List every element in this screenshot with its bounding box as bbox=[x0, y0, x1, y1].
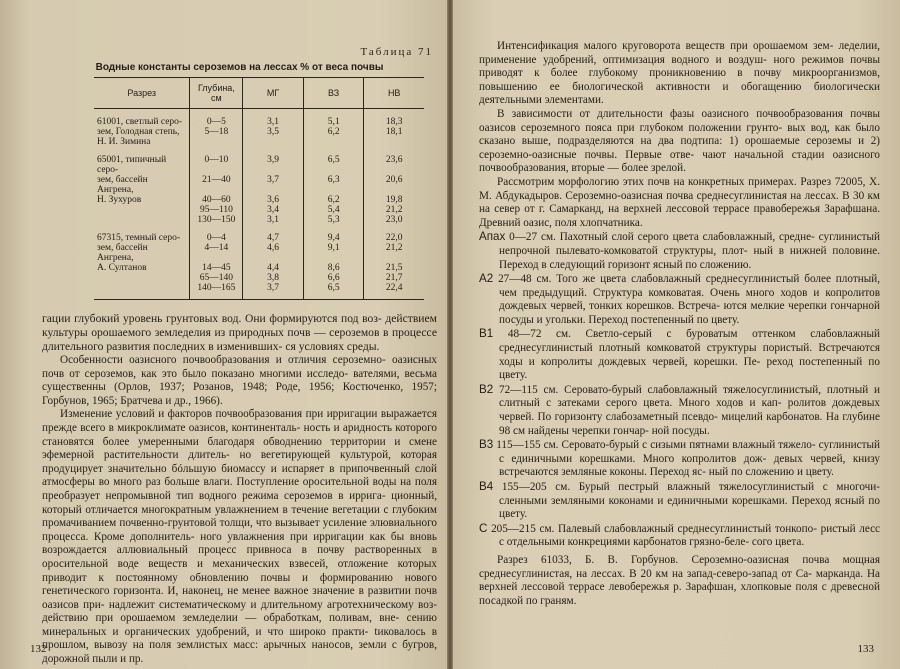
nv-cell: 19,8 bbox=[364, 195, 424, 205]
line: но вегетирующей культурой, которая продуцирует значительно bbox=[42, 449, 438, 475]
line: среднесуглинистая на лессах. В 30 км на север от г. Самарканд, на bbox=[479, 189, 881, 216]
line: леделии, применение удобрений, оптимизация водного и воздуш- bbox=[479, 40, 880, 66]
mg-cell: 3,5 bbox=[243, 127, 304, 137]
line: 115—155 см. Серовато-бурый с сизыми пятнами влажный тяжело- bbox=[496, 439, 816, 452]
line: ного увлажнения при ирригации как бы вновь возрождается аллювиальный bbox=[42, 530, 437, 557]
line: сленными земляными коконами и единичными корешками. bbox=[499, 494, 788, 507]
mg-cell: 3,9 bbox=[243, 147, 304, 175]
line: ционный, который отличается многократным увлажнением в течение bbox=[42, 489, 437, 516]
depth-cell: 14—45 bbox=[190, 263, 243, 273]
line: Изменение условий и факторов почвообразования при ирригации bbox=[60, 408, 378, 421]
line: плотный и слитный с затеками серого цвета. Много ходов и кап- bbox=[499, 383, 881, 410]
depth-cell: 21—40 bbox=[190, 175, 243, 195]
line: Особенности оазисного почвообразования и отличия сероземно- bbox=[60, 354, 386, 366]
mg-cell: 3,8 bbox=[243, 273, 304, 283]
nv-cell bbox=[364, 137, 424, 147]
table-number: Таблица 71 bbox=[360, 46, 433, 58]
line: вателями, весьма существенны (Орлов, 1937; Розанов, 1948; Роде, bbox=[42, 367, 437, 394]
col-header-section: Разрез bbox=[94, 78, 190, 109]
table-row bbox=[94, 205, 424, 215]
nv-cell: 18,3 bbox=[364, 109, 424, 128]
line: хлопковые поля с древесной посадкой по граням. bbox=[479, 581, 881, 607]
section-cell bbox=[94, 215, 190, 225]
line: чают начальной стадии оазисного почвообразования, вторые — bbox=[479, 148, 880, 175]
line: 48—72 см. Светло-серый с буроватым оттенком слабовлажный bbox=[507, 328, 880, 341]
vz-cell: 5,1 bbox=[303, 109, 364, 128]
line: наносов, земли с бугров, дорожной пыли и пр. bbox=[42, 639, 437, 666]
table-row bbox=[94, 215, 424, 225]
nv-cell: 23,0 bbox=[364, 215, 424, 225]
line: ной посуды. bbox=[651, 424, 710, 437]
vz-cell: 9,4 bbox=[303, 225, 364, 243]
line: почвы оазисов сероземного пояса при глубоком положении грунто- bbox=[479, 107, 880, 134]
mg-cell: 4,4 bbox=[243, 263, 304, 273]
line: 1956; Костюченко, 1957; Горбунов, 1965; Братчева и др., 1966). bbox=[42, 381, 437, 407]
line: среднесуглинистый плотный комковатой структуры пористый. bbox=[499, 342, 813, 355]
mg-cell: 4,7 bbox=[243, 225, 304, 243]
line: действию при орошаемом земледелии — обработкам, поливам, вне- bbox=[42, 612, 400, 625]
table-row bbox=[94, 283, 424, 300]
line: сению минеральных и органических удобрений, и что широко практи- bbox=[42, 612, 438, 638]
line: в почву микроорганизмов, повышению ее биологической активности bbox=[479, 67, 880, 93]
vz-cell: 5,4 bbox=[303, 205, 364, 215]
table-row bbox=[94, 225, 424, 243]
line: ного режимов почвы приводят к более глубокому проникновению bbox=[479, 53, 881, 80]
col-header-vz: ВЗ bbox=[303, 78, 364, 109]
water-constants-table bbox=[94, 77, 424, 300]
depth-cell: 0—10 bbox=[190, 147, 243, 175]
nv-cell: 21,2 bbox=[364, 205, 424, 215]
vz-cell: 6,6 bbox=[303, 273, 364, 283]
line: 27—48 см. Того же цвета слабовлажный среднесуглинистый более bbox=[498, 273, 831, 286]
table-row bbox=[94, 195, 424, 205]
table-title: Водные константы сероземов на лессах % от веса почвы bbox=[95, 62, 384, 73]
line: 0—27 см. Пахотный слой серого цвета слабовлажный, средне- bbox=[509, 231, 815, 244]
section-cell bbox=[94, 273, 190, 283]
line: 1) орошаемые сероземы и 2) сероземно-оазисные почвы. Первые отве- bbox=[479, 135, 881, 161]
line: ный по сложению и цвету. bbox=[708, 466, 834, 479]
right-body-text bbox=[479, 40, 880, 608]
line: плотный, чем предыдущий. Структура комковатая. Очень много bbox=[499, 273, 880, 299]
table-body bbox=[94, 109, 424, 300]
line: и обогащению биологически деятельными элементами. bbox=[479, 80, 881, 107]
nv-cell: 22,0 bbox=[364, 225, 424, 243]
col-header-mg: МГ bbox=[243, 78, 304, 109]
line: ся условиях среды. bbox=[285, 340, 380, 353]
mg-cell: 3,4 bbox=[243, 205, 304, 215]
page-number-left: 132 bbox=[30, 643, 47, 655]
line: Разрез 72005, Х. М. Абдукадыров. Сероземно-оазисная почва bbox=[479, 175, 880, 202]
line: и механических взвесей, отложение которых приводит к постоянному bbox=[42, 557, 438, 584]
paragraph-irrigation bbox=[42, 408, 437, 666]
depth-cell: 4—14 bbox=[190, 243, 243, 263]
line: ность и аридность которого становятся более умеренными благодаря bbox=[42, 421, 437, 448]
vz-cell: 6,2 bbox=[303, 195, 364, 205]
line: надлежит систематическому и длительному агротехническому воз- bbox=[108, 598, 437, 611]
mg-cell: 3,6 bbox=[243, 195, 304, 205]
horizon-code: В2 bbox=[479, 382, 494, 396]
nv-cell: 18,1 bbox=[364, 127, 424, 137]
line: вегетации с глубоким промачиванием почвенно-грунтовой толщи, bbox=[42, 503, 437, 530]
section-cell: Н. И. Зимина bbox=[97, 137, 151, 147]
nv-cell: 21,2 bbox=[364, 243, 424, 263]
intro-paragraph bbox=[42, 312, 437, 354]
nv-cell: 23,6 bbox=[364, 147, 424, 175]
line: сого цвета. bbox=[751, 536, 805, 549]
section-cell: 61001, светлый серо- bbox=[97, 117, 183, 127]
line: сероземов в процессе длительного развития последних в изменивших- bbox=[42, 326, 437, 353]
depth-cell: 0—5 bbox=[190, 109, 243, 128]
horizon-code: Апах bbox=[479, 230, 506, 244]
line: В зависимости от длительности фазы оазисного почвообразования bbox=[497, 107, 843, 120]
paragraph-section-72005 bbox=[479, 176, 880, 230]
horizon-code: В3 bbox=[479, 438, 494, 452]
table-row bbox=[94, 147, 424, 175]
horizon-entry bbox=[479, 327, 880, 382]
nv-cell: 21,5 bbox=[364, 263, 424, 273]
table-row bbox=[94, 127, 424, 137]
line: процесс привноса в почву растворенных в оросительной воде веществ bbox=[42, 544, 438, 570]
mg-cell: 3,7 bbox=[243, 283, 304, 300]
section-cell: зем, бассейн Ангрена, bbox=[97, 243, 148, 263]
horizon-entry bbox=[479, 480, 880, 522]
line: ходов и копролитов дождевых червей, тонких корешков. Встреча- bbox=[499, 286, 881, 313]
line: выражается прежде всего в микроклимате оазисов, континенталь- bbox=[42, 408, 438, 434]
horizon-code: В4 bbox=[479, 480, 494, 493]
line: марканда. На верхней лессовой террасе левобережья р. Зарафшан, bbox=[479, 567, 881, 594]
paragraph-section-61033 bbox=[479, 554, 880, 608]
line: гации глубокий уровень грунтовых вод. Они формируются под воз- bbox=[42, 312, 382, 325]
depth-cell: 95—110 bbox=[190, 205, 243, 215]
line: И, наконец, не менее важное значение в развитии почв оазисов при- bbox=[42, 585, 437, 611]
right-page bbox=[453, 0, 900, 669]
line: ролитов дождевых червей. По горизонту слабозаметный псевдо- bbox=[499, 397, 881, 424]
page-number-right: 133 bbox=[857, 643, 874, 655]
line: 205—215 см. Палевый слабовлажный среднесуглинистый тонкопо- bbox=[491, 522, 817, 535]
line: поля хлопчатника. bbox=[554, 216, 643, 229]
line: действием культуры орошаемого земледелия из природных почв — bbox=[42, 312, 437, 339]
vz-cell: 6,5 bbox=[303, 147, 364, 175]
section-cell bbox=[94, 205, 190, 215]
table-row bbox=[94, 109, 424, 128]
section-cell: А. Султанов bbox=[97, 263, 147, 273]
line: вых вод, как было сказано выше, подразделяются на два подтипа: bbox=[479, 121, 880, 148]
mg-cell: 3,1 bbox=[243, 215, 304, 225]
line: много раз больше влаги. Поступление оросительной воды на поля bbox=[113, 476, 438, 489]
line: Встречаются ходы и копролиты дождевых червей, корешки. Пе- bbox=[499, 342, 881, 368]
line: 155—205 см. Бурый пестрый влажный тяжелосуглинистый с многочи- bbox=[501, 481, 880, 493]
left-body-text bbox=[42, 312, 437, 667]
paragraph-features bbox=[42, 354, 437, 408]
table-row bbox=[94, 137, 424, 147]
mg-cell: 4,6 bbox=[243, 243, 304, 263]
vz-cell: 6,2 bbox=[303, 127, 364, 137]
section-cell: 65001, типичный серо- bbox=[97, 155, 167, 175]
line: по сложению. bbox=[685, 258, 752, 271]
line: ный в нижней половине. Переход в следующий горизонт ясный bbox=[499, 244, 881, 271]
mg-cell bbox=[243, 137, 304, 147]
line: верхней лессовой террасе правобережья Зарафшана. Древний оазис, bbox=[479, 203, 881, 229]
line: мицелий карбонатов. На глубине 98 см найдены черепки гончар- bbox=[499, 411, 880, 437]
vz-cell bbox=[303, 137, 364, 147]
table-row bbox=[94, 243, 424, 263]
vz-cell: 5,3 bbox=[303, 215, 364, 225]
line: оазисных почв от сероземов, как это было показано многими исследо- bbox=[42, 354, 437, 380]
vz-cell: 6,5 bbox=[303, 283, 364, 300]
line: более зрелой. bbox=[621, 162, 686, 175]
line: Рассмотрим морфологию этих почв на конкретных примерах. bbox=[497, 175, 797, 188]
table-row bbox=[94, 273, 424, 283]
line: обновлению почвы и формированию нового генетического горизонта. bbox=[42, 571, 438, 598]
horizon-code: А2 bbox=[479, 272, 494, 286]
section-cell bbox=[94, 283, 190, 300]
line: обводнению территории и смене эфемерной растительности длитель- bbox=[42, 435, 438, 462]
horizon-entry bbox=[479, 272, 880, 327]
vz-cell: 9,1 bbox=[303, 243, 364, 263]
depth-cell: 130—150 bbox=[190, 215, 243, 225]
depth-cell: 0—4 bbox=[190, 225, 243, 243]
nv-cell: 21,7 bbox=[364, 273, 424, 283]
horizon-entry bbox=[479, 522, 880, 550]
nv-cell: 20,6 bbox=[364, 175, 424, 195]
horizon-code: В1 bbox=[479, 327, 494, 341]
col-header-depth: Глубина, см bbox=[190, 78, 243, 109]
section-cell: 67315, темный серо- bbox=[97, 233, 181, 243]
depth-cell bbox=[190, 137, 243, 147]
line: постепенный по цвету. bbox=[630, 313, 740, 326]
line: tиковалось в прошлом, вывозу на поля землистых масс: арычных bbox=[42, 625, 438, 652]
line: реход постепенный по цвету. bbox=[499, 355, 880, 382]
left-page bbox=[0, 0, 447, 669]
depth-cell: 5—18 bbox=[190, 127, 243, 137]
horizon-entry bbox=[479, 383, 880, 438]
paragraph-intensification bbox=[479, 40, 880, 108]
line: ются мелкие черепки гончарной посуды и угольки. Переход bbox=[499, 300, 881, 326]
horizon-list bbox=[479, 230, 880, 550]
mg-cell: 3,7 bbox=[243, 175, 304, 195]
line: Переход ясный по цвету. bbox=[499, 494, 881, 521]
horizon-code: С bbox=[479, 521, 488, 535]
section-cell: зем, бассейн Ангрена, bbox=[97, 175, 148, 195]
section-cell: Н. Зухуров bbox=[97, 195, 142, 205]
line: девых червей, книзу встречаются земляные коконы. Переход яс- bbox=[499, 452, 881, 479]
horizon-entry bbox=[479, 230, 880, 272]
line: преобразует непромывной тип водного режима сероземов в ирригa- bbox=[42, 489, 386, 502]
table-row bbox=[94, 263, 424, 273]
paragraph-subtypes bbox=[479, 108, 880, 176]
line: среднесуглинистая, на лессах. В 20 км на запад-северо-запад от Са- bbox=[479, 567, 812, 580]
line: Разрез 61033, Б. В. Горбунов. Сероземно-оазисная почва мощная bbox=[497, 553, 880, 566]
vz-cell: 6,3 bbox=[303, 175, 364, 195]
depth-cell: 140—165 bbox=[190, 283, 243, 300]
nv-cell: 22,4 bbox=[364, 283, 424, 300]
line: что вызывает усиление элювиального процесса. Кроме дополнитель- bbox=[42, 517, 437, 543]
line: ристый лесс с отдельными конкрециями карбонатов грязно-беле- bbox=[499, 522, 881, 549]
table-row bbox=[94, 175, 424, 195]
line: Интенсификация малого круговорота веществ при орошаемом зем- bbox=[497, 40, 834, 52]
line: суглинистый с единичными корешками. Много копролитов дож- bbox=[499, 439, 881, 465]
line: 72—115 см. Серовато-бурый слабовлажный тяжелосуглинистый, bbox=[498, 383, 822, 396]
line: бóльшую биомассу и испаряет в припочвенный слой атмосферы во bbox=[42, 462, 437, 489]
vz-cell: 8,6 bbox=[303, 263, 364, 273]
horizon-entry bbox=[479, 438, 880, 480]
table-header-row bbox=[94, 78, 424, 109]
line: суглинистый непрочной пылевато-комковатой структуры, плот- bbox=[499, 231, 881, 257]
depth-cell: 65—140 bbox=[190, 273, 243, 283]
section-cell: зем, Голодная степь, bbox=[97, 127, 180, 137]
col-header-nv: НВ bbox=[364, 78, 424, 109]
mg-cell: 3,1 bbox=[243, 109, 304, 128]
depth-cell: 40—60 bbox=[190, 195, 243, 205]
